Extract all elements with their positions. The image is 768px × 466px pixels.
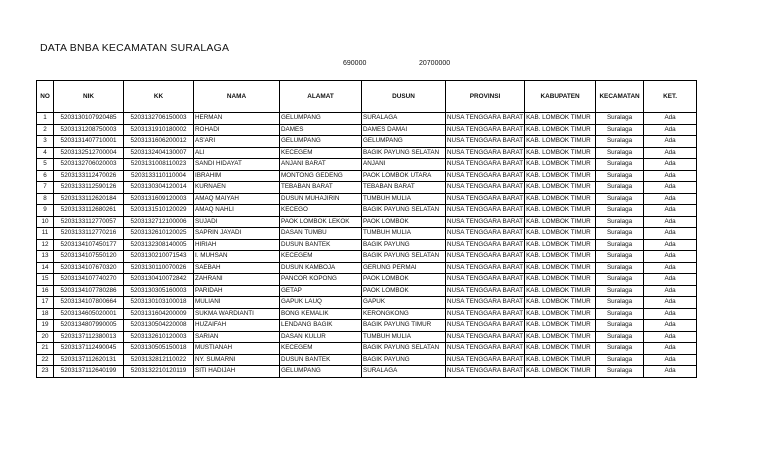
cell-provinsi: NUSA TENGGARA BARAT (446, 251, 525, 263)
header-no: NO (37, 81, 54, 113)
cell-provinsi: NUSA TENGGARA BARAT (446, 113, 525, 125)
cell-kecamatan: Suralaga (596, 136, 644, 148)
cell-kecamatan: Suralaga (596, 159, 644, 171)
cell-kecamatan: Suralaga (596, 113, 644, 125)
cell-no: 11 (37, 228, 54, 240)
table-row (37, 331, 697, 343)
cell-nama: ROHADI (194, 124, 280, 136)
cell-kabupaten: KAB. LOMBOK TIMUR (525, 274, 596, 286)
cell-no: 21 (37, 343, 54, 355)
header-nama: NAMA (194, 81, 280, 113)
table-row (37, 297, 697, 309)
cell-kabupaten: KAB. LOMBOK TIMUR (525, 251, 596, 263)
cell-alamat: ANJANI BARAT (280, 159, 362, 171)
cell-nik: 5203134605020001 (54, 308, 124, 320)
cell-nama: SUJADI (194, 216, 280, 228)
cell-nik: 5203131208750003 (54, 124, 124, 136)
cell-nik: 5203132706020003 (54, 159, 124, 171)
header-ket: KET. (644, 81, 697, 113)
cell-provinsi: NUSA TENGGARA BARAT (446, 159, 525, 171)
cell-kk: 5203131606200012 (124, 136, 194, 148)
cell-nik: 5203134107780286 (54, 285, 124, 297)
cell-alamat: BONG KEMALIK (280, 308, 362, 320)
cell-no: 9 (37, 205, 54, 217)
cell-kabupaten: KAB. LOMBOK TIMUR (525, 354, 596, 366)
cell-alamat: KECEGEM (280, 343, 362, 355)
cell-dusun: ANJANI (362, 159, 446, 171)
table-row (37, 216, 697, 228)
cell-nik: 5203137112380013 (54, 331, 124, 343)
cell-alamat: GELUMPANG (280, 366, 362, 378)
cell-ket: Ada (644, 354, 697, 366)
table-header-row (37, 81, 697, 113)
cell-dusun: PAOK LOMBOK (362, 216, 446, 228)
cell-no: 1 (37, 113, 54, 125)
cell-nama: SUKMA WARDIANTI (194, 308, 280, 320)
cell-kabupaten: KAB. LOMBOK TIMUR (525, 308, 596, 320)
cell-nama: I. MUHSAN (194, 251, 280, 263)
cell-kk: 5203131910180002 (124, 124, 194, 136)
cell-kecamatan: Suralaga (596, 354, 644, 366)
cell-kabupaten: KAB. LOMBOK TIMUR (525, 136, 596, 148)
cell-dusun: SURALAGA (362, 366, 446, 378)
figure-2: 20700000 (419, 60, 451, 67)
header-kecamatan: KECAMATAN (596, 81, 644, 113)
cell-kabupaten: KAB. LOMBOK TIMUR (525, 285, 596, 297)
cell-no: 2 (37, 124, 54, 136)
cell-dusun: TUMBUH MULIA (362, 331, 446, 343)
cell-kecamatan: Suralaga (596, 182, 644, 194)
cell-nik: 5203133112680261 (54, 205, 124, 217)
cell-kabupaten: KAB. LOMBOK TIMUR (525, 343, 596, 355)
cell-kk: 5203132812110022 (124, 354, 194, 366)
cell-provinsi: NUSA TENGGARA BARAT (446, 147, 525, 159)
cell-dusun: BAGIK PAYUNG SELATAN (362, 343, 446, 355)
cell-ket: Ada (644, 159, 697, 171)
cell-alamat: DUSUN MUHAJIRIN (280, 193, 362, 205)
cell-nama: AMAQ NAHLI (194, 205, 280, 217)
table-row (37, 228, 697, 240)
cell-kabupaten: KAB. LOMBOK TIMUR (525, 262, 596, 274)
cell-alamat: KECEGEM (280, 251, 362, 263)
cell-nama: IBRAHIM (194, 170, 280, 182)
cell-alamat: TEBABAN BARAT (280, 182, 362, 194)
cell-kecamatan: Suralaga (596, 366, 644, 378)
cell-nik: 5203133112770216 (54, 228, 124, 240)
cell-ket: Ada (644, 262, 697, 274)
cell-provinsi: NUSA TENGGARA BARAT (446, 366, 525, 378)
cell-dusun: PAOK LOMBOK UTARA (362, 170, 446, 182)
cell-alamat: GAPUK LAUQ (280, 297, 362, 309)
cell-kecamatan: Suralaga (596, 170, 644, 182)
cell-nama: NY. SUMARNI (194, 354, 280, 366)
cell-kk: 5203130210071543 (124, 251, 194, 263)
table-row (37, 308, 697, 320)
cell-nik: 5203132512700004 (54, 147, 124, 159)
cell-nama: HIRIAH (194, 239, 280, 251)
cell-kk: 5203132210120119 (124, 366, 194, 378)
cell-ket: Ada (644, 320, 697, 332)
cell-no: 3 (37, 136, 54, 148)
cell-ket: Ada (644, 366, 697, 378)
cell-kecamatan: Suralaga (596, 331, 644, 343)
document-title: DATA BNBA KECAMATAN SURALAGA (40, 42, 230, 54)
header-provinsi: PROVINSI (446, 81, 525, 113)
table-row (37, 366, 697, 378)
cell-kk: 5203130305160003 (124, 285, 194, 297)
cell-nik: 5203134107450177 (54, 239, 124, 251)
cell-alamat: DUSUN KAMBOJA (280, 262, 362, 274)
header-alamat: ALAMAT (280, 81, 362, 113)
cell-dusun: BAGIK PAYUNG SELATAN (362, 251, 446, 263)
cell-kecamatan: Suralaga (596, 320, 644, 332)
cell-kabupaten: KAB. LOMBOK TIMUR (525, 159, 596, 171)
cell-no: 12 (37, 239, 54, 251)
cell-ket: Ada (644, 308, 697, 320)
cell-kecamatan: Suralaga (596, 262, 644, 274)
cell-provinsi: NUSA TENGGARA BARAT (446, 297, 525, 309)
cell-nik: 5203130107920485 (54, 113, 124, 125)
cell-alamat: GETAP (280, 285, 362, 297)
cell-dusun: PAOK LOMBOK (362, 285, 446, 297)
cell-kk: 5203132308140005 (124, 239, 194, 251)
cell-provinsi: NUSA TENGGARA BARAT (446, 274, 525, 286)
cell-kk: 5203132610120025 (124, 228, 194, 240)
cell-kabupaten: KAB. LOMBOK TIMUR (525, 205, 596, 217)
cell-alamat: GELUMPANG (280, 136, 362, 148)
cell-kabupaten: KAB. LOMBOK TIMUR (525, 297, 596, 309)
cell-kk: 5203130504220008 (124, 320, 194, 332)
cell-kk: 5203130505150018 (124, 343, 194, 355)
cell-no: 5 (37, 159, 54, 171)
cell-kecamatan: Suralaga (596, 193, 644, 205)
cell-kk: 5203131609120003 (124, 193, 194, 205)
cell-nama: PARIDAH (194, 285, 280, 297)
cell-no: 23 (37, 366, 54, 378)
cell-alamat: MONTONG GEDENG (280, 170, 362, 182)
cell-alamat: GELUMPANG (280, 113, 362, 125)
cell-nama: MUSTIANAH (194, 343, 280, 355)
cell-provinsi: NUSA TENGGARA BARAT (446, 239, 525, 251)
cell-no: 13 (37, 251, 54, 263)
cell-nama: HUZAIFAH (194, 320, 280, 332)
cell-kecamatan: Suralaga (596, 285, 644, 297)
cell-ket: Ada (644, 331, 697, 343)
cell-kecamatan: Suralaga (596, 228, 644, 240)
cell-nik: 5203137112490045 (54, 343, 124, 355)
cell-dusun: KERONGKONG (362, 308, 446, 320)
cell-nama: SITI HADIJAH (194, 366, 280, 378)
cell-nik: 5203131407710001 (54, 136, 124, 148)
table-row (37, 262, 697, 274)
cell-provinsi: NUSA TENGGARA BARAT (446, 228, 525, 240)
cell-provinsi: NUSA TENGGARA BARAT (446, 262, 525, 274)
cell-kabupaten: KAB. LOMBOK TIMUR (525, 239, 596, 251)
cell-kabupaten: KAB. LOMBOK TIMUR (525, 182, 596, 194)
cell-provinsi: NUSA TENGGARA BARAT (446, 124, 525, 136)
cell-ket: Ada (644, 228, 697, 240)
cell-provinsi: NUSA TENGGARA BARAT (446, 170, 525, 182)
cell-no: 20 (37, 331, 54, 343)
cell-provinsi: NUSA TENGGARA BARAT (446, 205, 525, 217)
cell-ket: Ada (644, 182, 697, 194)
table-row (37, 251, 697, 263)
cell-no: 18 (37, 308, 54, 320)
cell-alamat: DASAN KULUR (280, 331, 362, 343)
cell-kecamatan: Suralaga (596, 216, 644, 228)
cell-kk: 5203133110110004 (124, 170, 194, 182)
cell-kecamatan: Suralaga (596, 205, 644, 217)
cell-nama: AS'ARI (194, 136, 280, 148)
cell-nama: ALI (194, 147, 280, 159)
table-row (37, 274, 697, 286)
cell-nik: 5203134107550120 (54, 251, 124, 263)
cell-nama: SANDI HIDAYAT (194, 159, 280, 171)
cell-no: 16 (37, 285, 54, 297)
cell-alamat: KECEGEM (280, 147, 362, 159)
header-dusun: DUSUN (362, 81, 446, 113)
cell-kk: 5203132404130007 (124, 147, 194, 159)
cell-dusun: BAGIK PAYUNG (362, 239, 446, 251)
table-row (37, 182, 697, 194)
table-row (37, 170, 697, 182)
cell-dusun: GELUMPANG (362, 136, 446, 148)
cell-kk: 5203130103100018 (124, 297, 194, 309)
cell-no: 7 (37, 182, 54, 194)
cell-nama: SAPRIN JAYADI (194, 228, 280, 240)
cell-ket: Ada (644, 205, 697, 217)
cell-provinsi: NUSA TENGGARA BARAT (446, 136, 525, 148)
cell-kabupaten: KAB. LOMBOK TIMUR (525, 216, 596, 228)
cell-nik: 5203133112620184 (54, 193, 124, 205)
cell-nama: SAEBAH (194, 262, 280, 274)
cell-kabupaten: KAB. LOMBOK TIMUR (525, 170, 596, 182)
cell-ket: Ada (644, 239, 697, 251)
cell-kabupaten: KAB. LOMBOK TIMUR (525, 228, 596, 240)
cell-nik: 5203133112590126 (54, 182, 124, 194)
table-row (37, 124, 697, 136)
cell-nama: AMAQ MAIYAH (194, 193, 280, 205)
cell-no: 14 (37, 262, 54, 274)
cell-ket: Ada (644, 274, 697, 286)
cell-kecamatan: Suralaga (596, 274, 644, 286)
cell-dusun: BAGIK PAYUNG SELATAN (362, 205, 446, 217)
header-kk: KK (124, 81, 194, 113)
cell-nik: 5203133112470026 (54, 170, 124, 182)
cell-dusun: GAPUK (362, 297, 446, 309)
cell-kabupaten: KAB. LOMBOK TIMUR (525, 320, 596, 332)
cell-alamat: DUSUN BANTEK (280, 239, 362, 251)
cell-nik: 5203133112770057 (54, 216, 124, 228)
cell-provinsi: NUSA TENGGARA BARAT (446, 354, 525, 366)
cell-no: 6 (37, 170, 54, 182)
table-row (37, 113, 697, 125)
cell-kecamatan: Suralaga (596, 147, 644, 159)
table-row (37, 320, 697, 332)
cell-dusun: BAGIK PAYUNG SELATAN (362, 147, 446, 159)
table-row (37, 193, 697, 205)
table-row (37, 205, 697, 217)
figure-1: 690000 (343, 60, 367, 67)
cell-ket: Ada (644, 251, 697, 263)
table-row (37, 239, 697, 251)
cell-dusun: TUMBUH MULIA (362, 193, 446, 205)
cell-alamat: PAOK LOMBOK LEKOK (280, 216, 362, 228)
table-row (37, 147, 697, 159)
cell-alamat: DASAN TUMBU (280, 228, 362, 240)
cell-dusun: DAMES DAMAI (362, 124, 446, 136)
cell-provinsi: NUSA TENGGARA BARAT (446, 193, 525, 205)
cell-nik: 5203137112640199 (54, 366, 124, 378)
cell-no: 19 (37, 320, 54, 332)
cell-ket: Ada (644, 193, 697, 205)
cell-nama: SARIAN (194, 331, 280, 343)
cell-kabupaten: KAB. LOMBOK TIMUR (525, 366, 596, 378)
cell-no: 17 (37, 297, 54, 309)
cell-alamat: DAMES (280, 124, 362, 136)
cell-provinsi: NUSA TENGGARA BARAT (446, 216, 525, 228)
cell-provinsi: NUSA TENGGARA BARAT (446, 343, 525, 355)
bnba-table (36, 80, 697, 378)
table-row (37, 354, 697, 366)
cell-provinsi: NUSA TENGGARA BARAT (446, 285, 525, 297)
cell-ket: Ada (644, 216, 697, 228)
cell-provinsi: NUSA TENGGARA BARAT (446, 308, 525, 320)
cell-kk: 5203130110070026 (124, 262, 194, 274)
cell-dusun: BAGIK PAYUNG TIMUR (362, 320, 446, 332)
cell-nik: 5203134807990005 (54, 320, 124, 332)
header-kabupaten: KABUPATEN (525, 81, 596, 113)
cell-nik: 5203134107670320 (54, 262, 124, 274)
cell-ket: Ada (644, 113, 697, 125)
cell-ket: Ada (644, 343, 697, 355)
cell-kecamatan: Suralaga (596, 308, 644, 320)
cell-kk: 5203131604200009 (124, 308, 194, 320)
cell-provinsi: NUSA TENGGARA BARAT (446, 320, 525, 332)
cell-kecamatan: Suralaga (596, 343, 644, 355)
cell-kabupaten: KAB. LOMBOK TIMUR (525, 331, 596, 343)
cell-ket: Ada (644, 285, 697, 297)
cell-alamat: LENDANG BAGIK (280, 320, 362, 332)
cell-alamat: KECEGO (280, 205, 362, 217)
cell-dusun: BAGIK PAYUNG (362, 354, 446, 366)
cell-no: 4 (37, 147, 54, 159)
cell-no: 10 (37, 216, 54, 228)
cell-kecamatan: Suralaga (596, 251, 644, 263)
cell-kk: 5203132712100006 (124, 216, 194, 228)
cell-nama: MULIANI (194, 297, 280, 309)
cell-dusun: GERUNG PERMAI (362, 262, 446, 274)
cell-dusun: TUMBUH MULIA (362, 228, 446, 240)
cell-kecamatan: Suralaga (596, 297, 644, 309)
cell-kk: 5203131008110023 (124, 159, 194, 171)
cell-ket: Ada (644, 297, 697, 309)
cell-dusun: TEBABAN BARAT (362, 182, 446, 194)
cell-ket: Ada (644, 147, 697, 159)
cell-kk: 5203130304120014 (124, 182, 194, 194)
cell-kabupaten: KAB. LOMBOK TIMUR (525, 113, 596, 125)
cell-kecamatan: Suralaga (596, 239, 644, 251)
header-nik: NIK (54, 81, 124, 113)
cell-ket: Ada (644, 124, 697, 136)
cell-nik: 5203134107800664 (54, 297, 124, 309)
cell-alamat: PANCOR KOPONG (280, 274, 362, 286)
table-row (37, 136, 697, 148)
cell-nama: KURNAEN (194, 182, 280, 194)
cell-no: 22 (37, 354, 54, 366)
cell-kk: 5203132610120003 (124, 331, 194, 343)
table-row (37, 343, 697, 355)
cell-kk: 5203131510120029 (124, 205, 194, 217)
cell-no: 15 (37, 274, 54, 286)
cell-nik: 5203134107740270 (54, 274, 124, 286)
cell-kk: 5203132706150003 (124, 113, 194, 125)
cell-ket: Ada (644, 170, 697, 182)
cell-nik: 5203137112620131 (54, 354, 124, 366)
cell-provinsi: NUSA TENGGARA BARAT (446, 331, 525, 343)
cell-kabupaten: KAB. LOMBOK TIMUR (525, 193, 596, 205)
cell-provinsi: NUSA TENGGARA BARAT (446, 182, 525, 194)
cell-dusun: PAOK LOMBOK (362, 274, 446, 286)
cell-kabupaten: KAB. LOMBOK TIMUR (525, 124, 596, 136)
cell-kecamatan: Suralaga (596, 124, 644, 136)
cell-kk: 5203130410072842 (124, 274, 194, 286)
cell-no: 8 (37, 193, 54, 205)
table-row (37, 159, 697, 171)
cell-nama: ZAHRANI (194, 274, 280, 286)
table-row (37, 285, 697, 297)
cell-dusun: SURALAGA (362, 113, 446, 125)
cell-ket: Ada (644, 136, 697, 148)
cell-kabupaten: KAB. LOMBOK TIMUR (525, 147, 596, 159)
cell-nama: HERMAN (194, 113, 280, 125)
cell-alamat: DUSUN BANTEK (280, 354, 362, 366)
